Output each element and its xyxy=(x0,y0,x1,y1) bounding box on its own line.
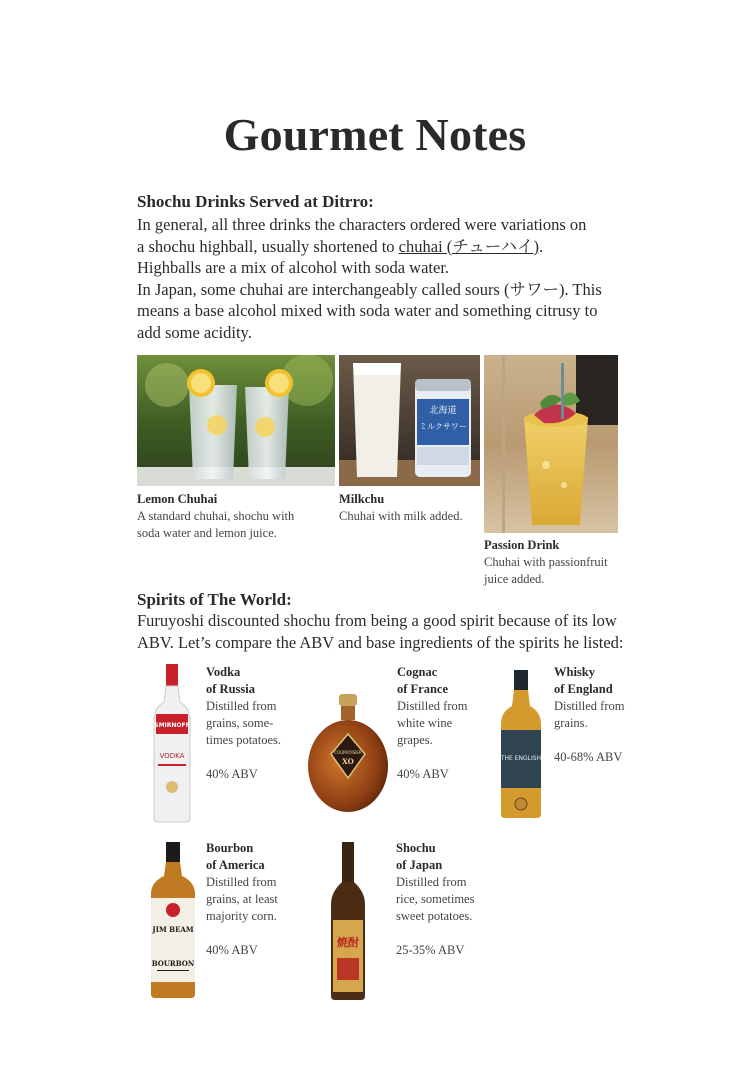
vodka-bottle-image xyxy=(150,662,194,824)
spirit-origin: of Japan xyxy=(396,858,443,872)
bottle-label-text: BOURBON xyxy=(151,959,195,968)
spirit-description-line: Distilled from xyxy=(396,875,467,889)
spirit-description-line: Distilled from xyxy=(397,699,468,713)
spirit-description-line: grapes. xyxy=(397,733,433,747)
drink-description: Chuhai with milk added. xyxy=(339,509,463,523)
section-heading-shochu: Shochu Drinks Served at Ditrro: xyxy=(137,192,374,211)
spirit-abv: 25-35% ABV xyxy=(396,943,465,957)
bottle-label-text: VODKA xyxy=(159,752,185,760)
shochu-intro-text xyxy=(137,214,737,343)
intro-line: In Japan, some chuhai are interchangeably called sours (サワー). This xyxy=(137,279,602,299)
bottle-label-text: COURVOISIER xyxy=(334,750,362,755)
spirit-description-line: grains. xyxy=(554,716,588,730)
spirit-description-line: grains, some- xyxy=(206,716,274,730)
spirit-abv: 40% ABV xyxy=(397,767,449,781)
drink-description xyxy=(484,554,684,588)
section-heading-spirits: Spirits of The World: xyxy=(137,590,292,609)
spirit-abv: 40% ABV xyxy=(206,943,258,957)
drink-name: Passion Drink xyxy=(484,538,560,552)
can-label-text: ミルクサワー xyxy=(419,422,467,431)
intro-line: add some acidity. xyxy=(137,322,252,342)
whisky-bottle-image xyxy=(497,668,545,820)
intro-line xyxy=(137,236,737,258)
spirit-abv: 40-68% ABV xyxy=(554,750,623,764)
spirit-description-line: rice, sometimes xyxy=(396,892,475,906)
drink-description-line: juice added. xyxy=(484,572,545,586)
spirit-name: Shochu xyxy=(396,841,436,855)
intro-line: Highballs are a mix of alcohol with soda water. xyxy=(137,258,450,277)
shochu-bottle-image xyxy=(327,840,369,1002)
bottle-label-text: SMIRNOFF xyxy=(154,722,190,729)
drink-name: Lemon Chuhai xyxy=(137,492,218,506)
page-title: Gourmet Notes xyxy=(223,109,527,160)
drink-description xyxy=(137,508,332,542)
lemon-chuhai-photo xyxy=(137,355,335,486)
cognac-bottle-image xyxy=(305,692,391,816)
spirit-description-line: white wine xyxy=(397,716,453,730)
intro-line: ABV. Let’s compare the ABV and base ingredients of the spirits he listed: xyxy=(137,632,624,652)
spirit-description-line: grains, at least xyxy=(206,892,278,906)
spirit-entry-whisky xyxy=(554,664,624,766)
bottle-label-text: JIM BEAM xyxy=(152,925,194,934)
passion-drink-photo xyxy=(484,355,618,533)
drink-name: Milkchu xyxy=(339,492,385,506)
bourbon-bottle-image xyxy=(147,840,199,1000)
spirit-entry-shochu xyxy=(396,840,474,959)
spirit-name: Vodka xyxy=(206,665,241,679)
spirit-origin: of France xyxy=(397,682,449,696)
bottle-label-text: XO xyxy=(342,757,354,766)
spirit-abv: 40% ABV xyxy=(206,767,258,781)
spirit-origin: of England xyxy=(554,682,613,696)
intro-line-part: a shochu highball, usually shortened to xyxy=(137,236,399,256)
chuhai-term: chuhai (チューハイ) xyxy=(398,236,539,256)
intro-line: means a base alcohol mixed with soda water and something citrusy to xyxy=(137,301,598,320)
spirit-description-line: Distilled from xyxy=(206,875,277,889)
spirit-name: Whisky xyxy=(554,665,595,679)
spirit-name: Bourbon xyxy=(206,841,254,855)
spirit-description-line: Distilled from xyxy=(554,699,625,713)
can-label-text: 北海道 xyxy=(429,406,457,416)
spirit-origin: of Russia xyxy=(206,682,255,696)
spirit-description-line: majority corn. xyxy=(206,909,277,923)
spirit-entry-bourbon xyxy=(206,840,278,959)
drink-description-line: Chuhai with passionfruit xyxy=(484,555,608,569)
spirit-origin: of America xyxy=(206,858,265,872)
milkchu-photo xyxy=(339,355,480,486)
bottle-label-text: THE ENGLISH xyxy=(500,755,542,762)
spirit-entry-cognac xyxy=(397,664,467,783)
spirit-description-line: times potatoes. xyxy=(206,733,281,747)
drink-description-line: soda water and lemon juice. xyxy=(137,526,277,540)
spirits-intro-text xyxy=(137,610,737,653)
spirit-description-line: Distilled from xyxy=(206,699,277,713)
spirit-name: Cognac xyxy=(397,665,438,679)
bottle-label-text: 焼酎 xyxy=(337,936,359,949)
intro-line-part: . xyxy=(538,236,544,256)
intro-line: Furuyoshi discounted shochu from being a good spirit because of its low xyxy=(137,611,617,630)
drink-description-line: A standard chuhai, shochu with xyxy=(137,509,295,523)
spirit-entry-vodka xyxy=(206,664,281,783)
spirit-description-line: sweet potatoes. xyxy=(396,909,473,923)
intro-line: In general, all three drinks the characters ordered were variations on xyxy=(137,215,587,234)
